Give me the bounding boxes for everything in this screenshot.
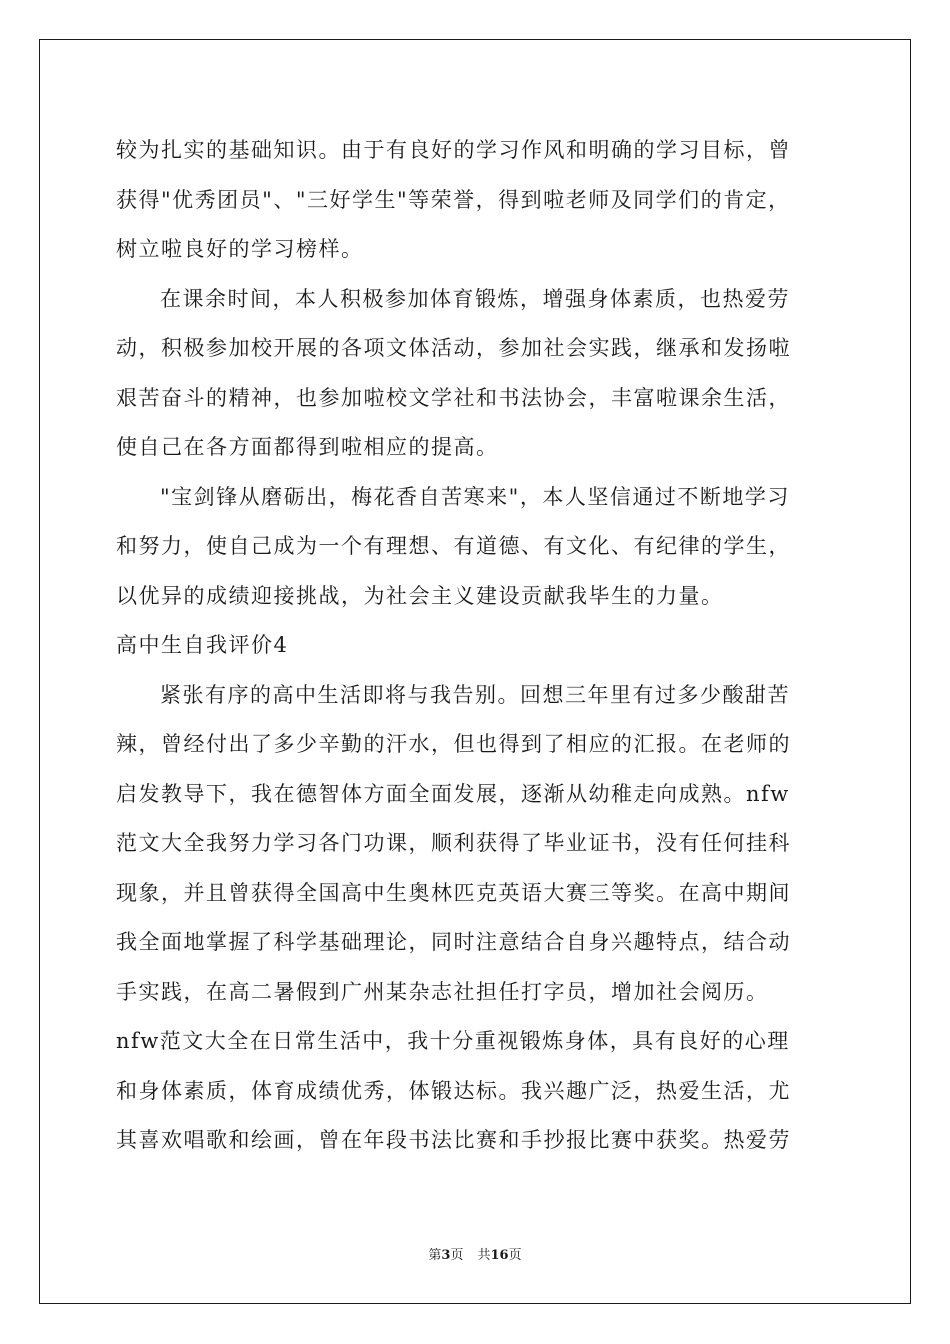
document-body <box>116 126 836 1166</box>
text-line: 手实践，在高二暑假到广州某杂志社担任打字员，增加社会阅历。 <box>116 979 769 1004</box>
text-line: 以优异的成绩迎接挑战，为社会主义建设贡献我毕生的力量。 <box>116 583 724 608</box>
page-total-label: 共16页 <box>477 1248 522 1263</box>
text-line: 艰苦奋斗的精神，也参加啦校文学社和书法协会，丰富啦课余生活， <box>116 385 791 410</box>
page-footer <box>0 1244 950 1263</box>
text-line: 范文大全我努力学习各门功课，顺利获得了毕业证书，没有任何挂科 <box>116 831 791 855</box>
paragraph-first-line: 紧张有序的高中生活即将与我告别。回想三年里有过多少酸甜苦 <box>160 682 790 707</box>
text-line: 较为扎实的基础知识。由于有良好的学习作风和明确的学习目标，曾 <box>116 138 791 162</box>
text-line: 启发教导下，我在德智体方面全面发展，逐渐从幼稚走向成熟。nfw <box>116 781 790 806</box>
paragraph-first-line: 在课余时间，本人积极参加体育锻炼，增强身体素质，也热爱劳 <box>160 286 790 311</box>
text-line: 我全面地掌握了科学基础理论，同时注意结合自身兴趣特点，结合动 <box>116 930 791 954</box>
text-line: nfw范文大全在日常生活中，我十分重视锻炼身体，具有良好的心理 <box>116 1029 790 1053</box>
text-line: 其喜欢唱歌和绘画，曾在年段书法比赛和手抄报比赛中获奖。热爱劳 <box>116 1128 791 1152</box>
paragraph-first-line: "宝剑锋从磨砺出，梅花香自苦寒来"，本人坚信通过不断地学习 <box>160 484 790 509</box>
text-line: 动，积极参加校开展的各项文体活动，参加社会实践，继承和发扬啦 <box>116 336 791 360</box>
text-line: 获得"优秀团员"、"三好学生"等荣誉，得到啦老师及同学们的肯定， <box>116 187 791 212</box>
text-line: 和努力，使自己成为一个有理想、有道德、有文化、有纪律的学生， <box>116 534 791 558</box>
text-line: 和身体素质，体育成绩优秀，体锻达标。我兴趣广泛，热爱生活，尤 <box>116 1078 791 1103</box>
text-line: 使自己在各方面都得到啦相应的提高。 <box>116 435 499 459</box>
text-line: 辣，曾经付出了多少辛勤的汗水，但也得到了相应的汇报。在老师的 <box>116 732 791 756</box>
section-heading: 高中生自我评价4 <box>116 633 289 657</box>
text-line: 现象，并且曾获得全国高中生奥林匹克英语大赛三等奖。在高中期间 <box>116 880 791 905</box>
page-number-label: 第3页 <box>428 1248 464 1263</box>
text-line: 树立啦良好的学习榜样。 <box>116 237 364 261</box>
